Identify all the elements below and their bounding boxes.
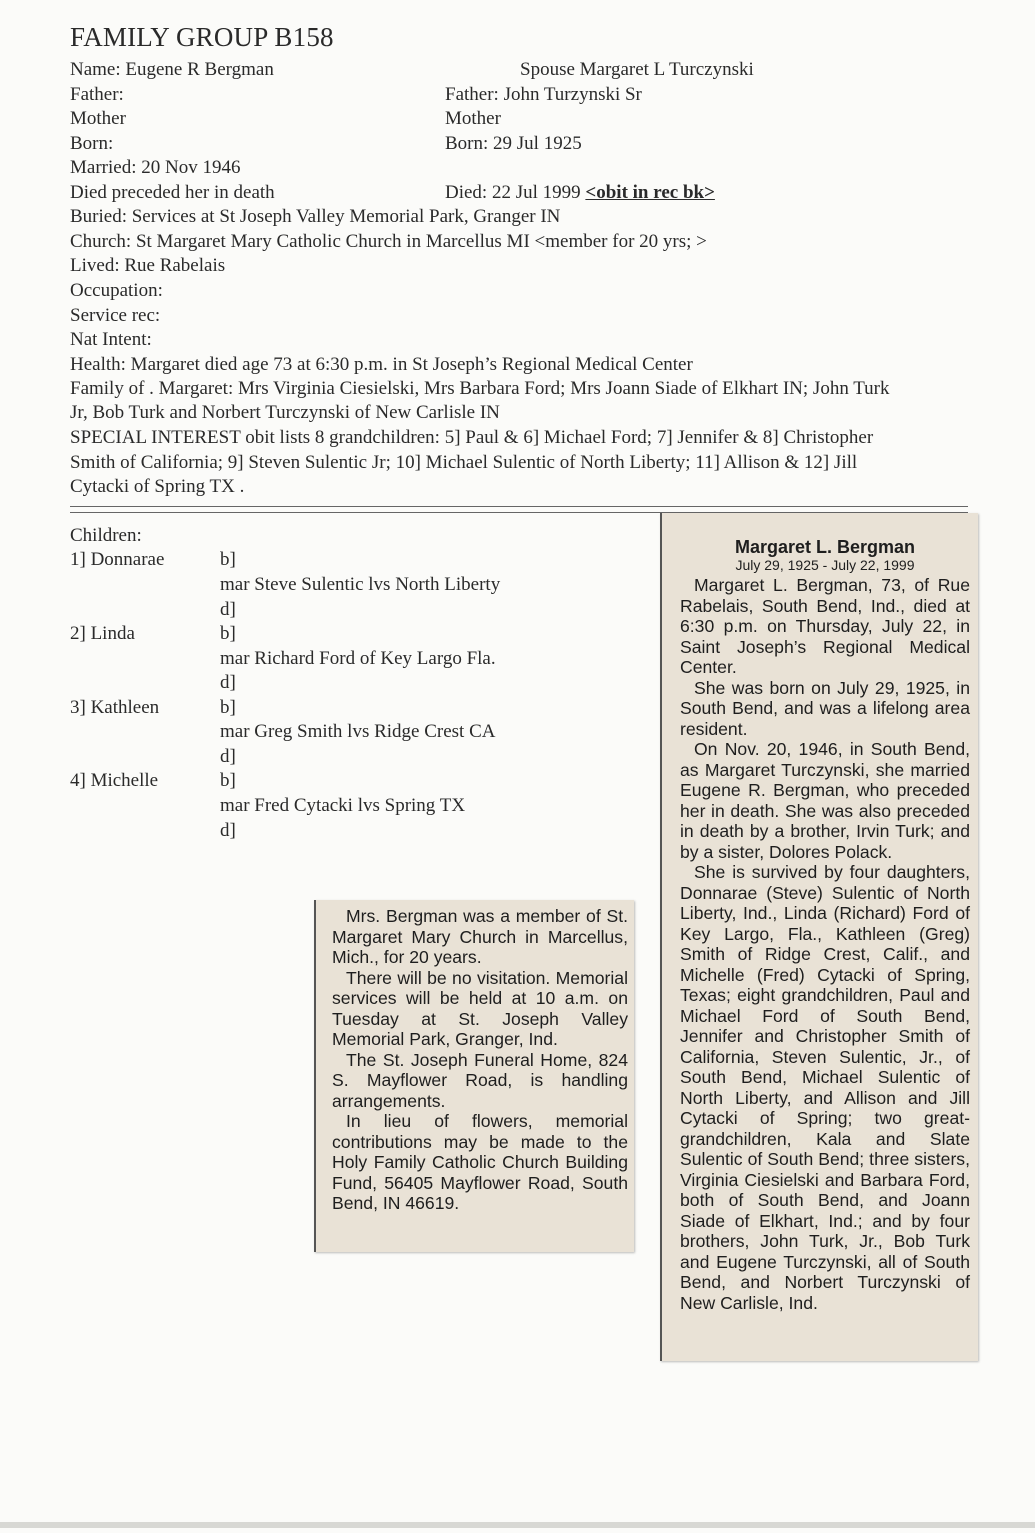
clip-right-paragraph-4: She is survived by four daughters, Donnarae (Steve) Sulentic of North Liberty, Ind., Linda (Richard) Ford of Key Largo, Fla., Kathleen (Greg) Smith of Ridge Crest, Calif., and Michelle (Fred) Cytacki of Spring, Texas; eight grandchildren, Paul and Michael Ford of South Bend, Jennifer and Christopher Smith of California, Steven Sulentic, Jr., of South Bend, Michael Sulentic of North Liberty, and Allison and Jill Cytacki of Spring; two great-grandchildren, Kala and Slate Sulentic of South Bend; three sisters, Virginia Ciesielski and Barbara Ford, both of South Bend, and Joann Siade of Elkhart, Ind.; and by four brothers, John Turk, Jr., Bob Turk and Eugene Turczynski, all of South Bend, and Norbert Turczynski of New Carlisle, Ind.: [680, 862, 970, 1313]
child-3-marriage: mar Greg Smith lvs Ridge Crest CA: [220, 721, 496, 742]
church-field: Church: St Margaret Mary Catholic Church in Marcellus MI <member for 20 yrs; >: [70, 231, 707, 252]
nat-intent-field: Nat Intent:: [70, 329, 152, 350]
spouse-mother-field: Mother: [445, 108, 501, 129]
clip-left-paragraph-4: In lieu of flowers, memorial contributions may be made to the Holy Family Catholic Church Building Fund, 56405 Mayflower Road, South Bend, IN 46619.: [332, 1111, 628, 1213]
child-2-marriage: mar Richard Ford of Key Largo Fla.: [220, 648, 496, 669]
special-interest-line-3: Cytacki of Spring TX .: [70, 476, 245, 497]
child-2-died: d]: [220, 672, 236, 693]
service-field: Service rec:: [70, 305, 161, 326]
lived-field: Lived: Rue Rabelais: [70, 255, 226, 276]
born-field: Born:: [70, 133, 114, 154]
child-4-marriage: mar Fred Cytacki lvs Spring TX: [220, 795, 466, 816]
obituary-headline: Margaret L. Bergman: [734, 537, 916, 557]
family-line-1: Family of . Margaret: Mrs Virginia Ciesielski, Mrs Barbara Ford; Mrs Joann Siade of Elkhart IN; John Turk: [70, 378, 890, 399]
child-1-died: d]: [220, 599, 236, 620]
buried-field: Buried: Services at St Joseph Valley Memorial Park, Granger IN: [70, 206, 561, 227]
child-3-name: 3] Kathleen: [70, 697, 160, 718]
clip-right-paragraph-1: Margaret L. Bergman, 73, of Rue Rabelais, South Bend, Ind., died at 6:30 p.m. on Thursday, July 22, in Saint Joseph’s Regional Medical Center.: [680, 575, 970, 677]
father-field: Father:: [70, 84, 124, 105]
clip-right-paragraph-3: On Nov. 20, 1946, in South Bend, as Margaret Turczynski, she married Eugene R. Bergman, who preceded her in death. She was also preceded in death by a brother, Irvin Turk; and by a sister, Dolores Polack.: [680, 739, 970, 862]
child-4-died: d]: [220, 820, 236, 841]
family-line-2: Jr, Bob Turk and Norbert Turczynski of New Carlisle IN: [70, 402, 500, 423]
page-title: FAMILY GROUP B158: [70, 22, 334, 52]
child-4-born: b]: [220, 770, 236, 791]
health-field: Health: Margaret died age 73 at 6:30 p.m. in St Joseph’s Regional Medical Center: [70, 354, 693, 375]
obituary-clipping-continued: [314, 900, 634, 1252]
child-2-name: 2] Linda: [70, 623, 135, 644]
children-heading: Children:: [70, 525, 142, 546]
child-1-marriage: mar Steve Sulentic lvs North Liberty: [220, 574, 501, 595]
name-field: Name: Eugene R Bergman: [70, 59, 274, 80]
occupation-field: Occupation:: [70, 280, 163, 301]
clip-left-paragraph-2: There will be no visitation. Memorial services will be held at 10 a.m. on Tuesday at St. Joseph Valley Memorial Park, Granger, Ind.: [332, 967, 628, 1049]
clip-left-paragraph-3: The St. Joseph Funeral Home, 824 S. Mayflower Road, is handling arrangements.: [332, 1049, 628, 1111]
special-interest-line-2: Smith of California; 9] Steven Sulentic Jr; 10] Michael Sulentic of North Liberty; 11] Allison & 12] Jill: [70, 452, 858, 473]
died-field: Died preceded her in death: [70, 182, 275, 203]
child-1-born: b]: [220, 549, 236, 570]
mother-field: Mother: [70, 108, 126, 129]
spouse-born-field: Born: 29 Jul 1925: [445, 133, 582, 154]
special-interest-line-1: SPECIAL INTEREST obit lists 8 grandchildren: 5] Paul & 6] Michael Ford; 7] Jennifer & 8] Christopher: [70, 427, 874, 448]
child-4-name: 4] Michelle: [70, 770, 159, 791]
child-2-born: b]: [220, 623, 236, 644]
obituary-clipping-main: [660, 513, 978, 1361]
child-3-died: d]: [220, 746, 236, 767]
clip-right-paragraph-2: She was born on July 29, 1925, in South Bend, and was a lifelong area resident.: [680, 677, 970, 739]
clip-left-paragraph-1: Mrs. Bergman was a member of St. Margaret Mary Church in Marcellus, Mich., for 20 years.: [332, 906, 628, 967]
obit-link[interactable]: <obit in rec bk>: [585, 182, 715, 203]
married-field: Married: 20 Nov 1946: [70, 157, 241, 178]
child-1-name: 1] Donnarae: [70, 549, 165, 570]
spouse-father-field: Father: John Turzynski Sr: [445, 84, 642, 105]
scan-bottom-edge: [0, 1522, 1035, 1528]
obituary-dates: July 29, 1925 - July 22, 1999: [735, 557, 915, 573]
spouse-died-field: [445, 181, 715, 205]
spouse-field: Spouse Margaret L Turczynski: [520, 59, 754, 80]
separator-rule: [70, 506, 968, 513]
spouse-died-date: Died: 22 Jul 1999: [445, 182, 581, 203]
child-3-born: b]: [220, 697, 236, 718]
